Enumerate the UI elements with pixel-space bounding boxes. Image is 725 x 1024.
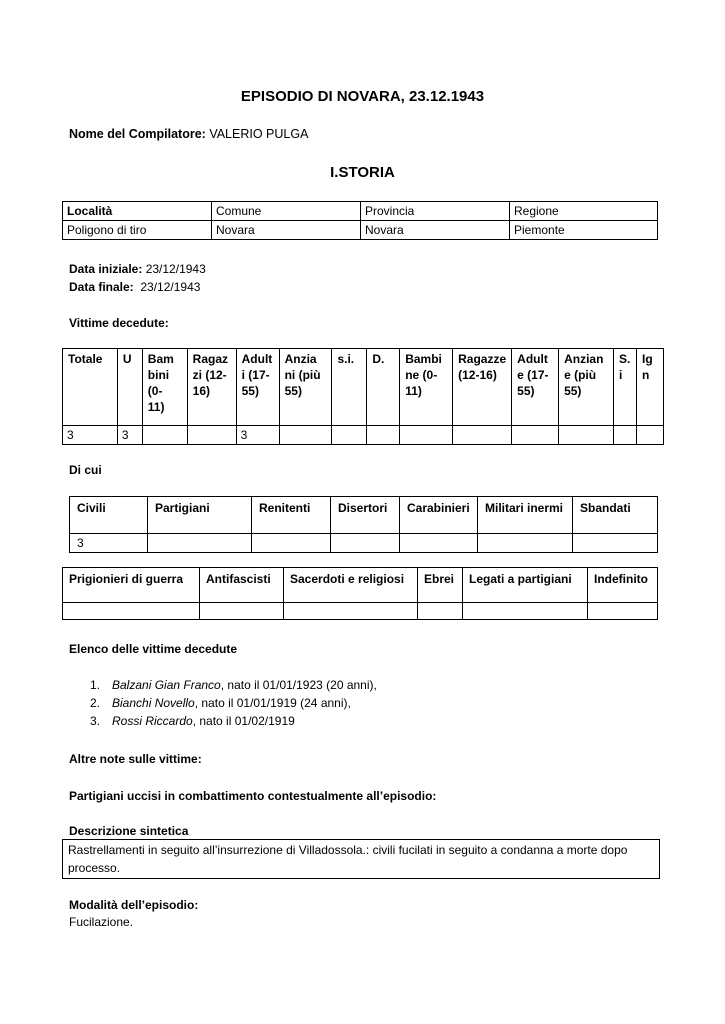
start-date-value: 23/12/1943 bbox=[145, 262, 206, 276]
mode-value: Fucilazione. bbox=[69, 915, 134, 929]
victims-header-cell: Ragaz zi (12- 16) bbox=[187, 349, 236, 426]
location-header-cell: Località bbox=[63, 202, 212, 221]
victims-value-cell bbox=[332, 426, 367, 445]
victim-details: , nato il 01/01/1919 (24 anni), bbox=[194, 696, 351, 710]
victims-value-cell bbox=[453, 426, 512, 445]
location-value-cell: Novara bbox=[361, 221, 510, 240]
compiler-label: Nome del Compilatore: bbox=[69, 127, 206, 141]
start-date-label: Data iniziale: bbox=[69, 262, 143, 276]
location-header-cell: Regione bbox=[510, 202, 658, 221]
description-box: Rastrellamenti in seguito all’insurrezione di Villadossola.: civili fucilati in seguito a condanna a morte dopo processo. bbox=[62, 839, 660, 879]
of-which-label: Di cui bbox=[69, 463, 102, 477]
location-header-cell: Comune bbox=[212, 202, 361, 221]
victims-value-cell bbox=[512, 426, 559, 445]
victim-details: , nato il 01/01/1923 (20 anni), bbox=[220, 678, 377, 692]
categories-2-header-row bbox=[63, 568, 658, 603]
categories-1-header-cell: Civili bbox=[70, 497, 148, 534]
victims-header-cell: D. bbox=[367, 349, 400, 426]
victims-value-cell bbox=[636, 426, 663, 445]
categories-1-header-cell: Carabinieri bbox=[400, 497, 478, 534]
location-value-row bbox=[63, 221, 658, 240]
victims-list bbox=[90, 676, 377, 730]
end-date-label: Data finale: bbox=[69, 280, 134, 294]
end-date-value: 23/12/1943 bbox=[140, 280, 201, 294]
categories-2-header-cell: Legati a partigiani bbox=[463, 568, 588, 603]
victims-header-cell: S. i bbox=[614, 349, 637, 426]
location-value-cell: Poligono di tiro bbox=[63, 221, 212, 240]
list-item bbox=[90, 712, 377, 730]
other-notes-label: Altre note sulle vittime: bbox=[69, 752, 202, 766]
categories-2-header-cell: Ebrei bbox=[418, 568, 463, 603]
compiler-line bbox=[69, 127, 308, 141]
location-table bbox=[62, 201, 658, 240]
categories-1-header-cell: Sbandati bbox=[573, 497, 658, 534]
victims-header-cell: Adult e (17- 55) bbox=[512, 349, 559, 426]
victims-header-cell: s.i. bbox=[332, 349, 367, 426]
list-item-number: 2. bbox=[90, 696, 101, 710]
victims-header-cell: Ig n bbox=[636, 349, 663, 426]
victims-header-cell: Ragazze (12-16) bbox=[453, 349, 512, 426]
victim-name: Balzani Gian Franco bbox=[112, 678, 221, 692]
victims-header-cell: Bambi ne (0- 11) bbox=[400, 349, 453, 426]
list-item-number: 1. bbox=[90, 678, 101, 692]
compiler-value: VALERIO PULGA bbox=[209, 127, 309, 141]
victims-table bbox=[62, 348, 664, 445]
list-item bbox=[90, 676, 377, 694]
start-date bbox=[69, 260, 206, 278]
dates-block bbox=[69, 260, 206, 296]
categories-2-value-cell bbox=[63, 603, 200, 620]
victims-header-cell: Anzia ni (più 55) bbox=[279, 349, 332, 426]
victim-details: , nato il 01/02/1919 bbox=[192, 714, 295, 728]
categories-1-header-cell: Militari inermi bbox=[478, 497, 573, 534]
categories-2-value-row bbox=[63, 603, 658, 620]
description-label: Descrizione sintetica bbox=[69, 824, 189, 838]
categories-2-value-cell bbox=[284, 603, 418, 620]
categories-2-value-cell bbox=[463, 603, 588, 620]
victims-value-cell: 3 bbox=[117, 426, 142, 445]
victim-name: Rossi Riccardo bbox=[112, 714, 193, 728]
location-header-row bbox=[63, 202, 658, 221]
victims-header-cell: Anzian e (più 55) bbox=[559, 349, 614, 426]
victims-value-cell bbox=[279, 426, 332, 445]
categories-2-header-cell: Antifascisti bbox=[200, 568, 284, 603]
victims-value-cell bbox=[187, 426, 236, 445]
victims-header-cell: Totale bbox=[63, 349, 118, 426]
categories-2-value-cell bbox=[200, 603, 284, 620]
victims-value-cell bbox=[614, 426, 637, 445]
categories-1-header-row bbox=[70, 497, 658, 534]
categories-2-header-cell: Sacerdoti e religiosi bbox=[284, 568, 418, 603]
victims-header-cell: Bam bini (0- 11) bbox=[142, 349, 187, 426]
victims-header-cell: U bbox=[117, 349, 142, 426]
mode-label: Modalità dell’episodio: bbox=[69, 898, 199, 912]
document-title: EPISODIO DI NOVARA, 23.12.1943 bbox=[240, 88, 485, 105]
categories-2-header-cell: Prigionieri di guerra bbox=[63, 568, 200, 603]
victims-value-cell: 3 bbox=[236, 426, 279, 445]
categories-1-value-cell bbox=[400, 534, 478, 553]
categories-1-header-cell: Disertori bbox=[331, 497, 400, 534]
victims-value-cell bbox=[400, 426, 453, 445]
categories-1-value-cell bbox=[252, 534, 331, 553]
categories-2-value-cell bbox=[418, 603, 463, 620]
list-item-number: 3. bbox=[90, 714, 101, 728]
categories-table-1 bbox=[69, 496, 658, 553]
categories-1-header-cell: Partigiani bbox=[148, 497, 252, 534]
categories-2-header-cell: Indefinito bbox=[588, 568, 658, 603]
categories-1-value-cell bbox=[148, 534, 252, 553]
victims-value-cell: 3 bbox=[63, 426, 118, 445]
categories-table-2 bbox=[62, 567, 658, 620]
categories-1-value-row bbox=[70, 534, 658, 553]
categories-1-value-cell bbox=[478, 534, 573, 553]
end-date bbox=[69, 278, 206, 296]
categories-1-value-cell: 3 bbox=[70, 534, 148, 553]
location-header-cell: Provincia bbox=[361, 202, 510, 221]
categories-1-header-cell: Renitenti bbox=[252, 497, 331, 534]
categories-1-value-cell bbox=[573, 534, 658, 553]
victims-value-row bbox=[63, 426, 664, 445]
victims-value-cell bbox=[142, 426, 187, 445]
victims-label: Vittime decedute: bbox=[69, 316, 169, 330]
victims-header-cell: Adult i (17- 55) bbox=[236, 349, 279, 426]
victim-name: Bianchi Novello bbox=[112, 696, 195, 710]
victims-value-cell bbox=[367, 426, 400, 445]
partisans-label: Partigiani uccisi in combattimento contestualmente all’episodio: bbox=[69, 789, 437, 803]
section-heading: I.STORIA bbox=[330, 164, 395, 181]
victims-list-label: Elenco delle vittime decedute bbox=[69, 642, 238, 656]
location-value-cell: Piemonte bbox=[510, 221, 658, 240]
categories-2-value-cell bbox=[588, 603, 658, 620]
categories-1-value-cell bbox=[331, 534, 400, 553]
victims-header-row bbox=[63, 349, 664, 426]
location-value-cell: Novara bbox=[212, 221, 361, 240]
list-item bbox=[90, 694, 377, 712]
victims-value-cell bbox=[559, 426, 614, 445]
